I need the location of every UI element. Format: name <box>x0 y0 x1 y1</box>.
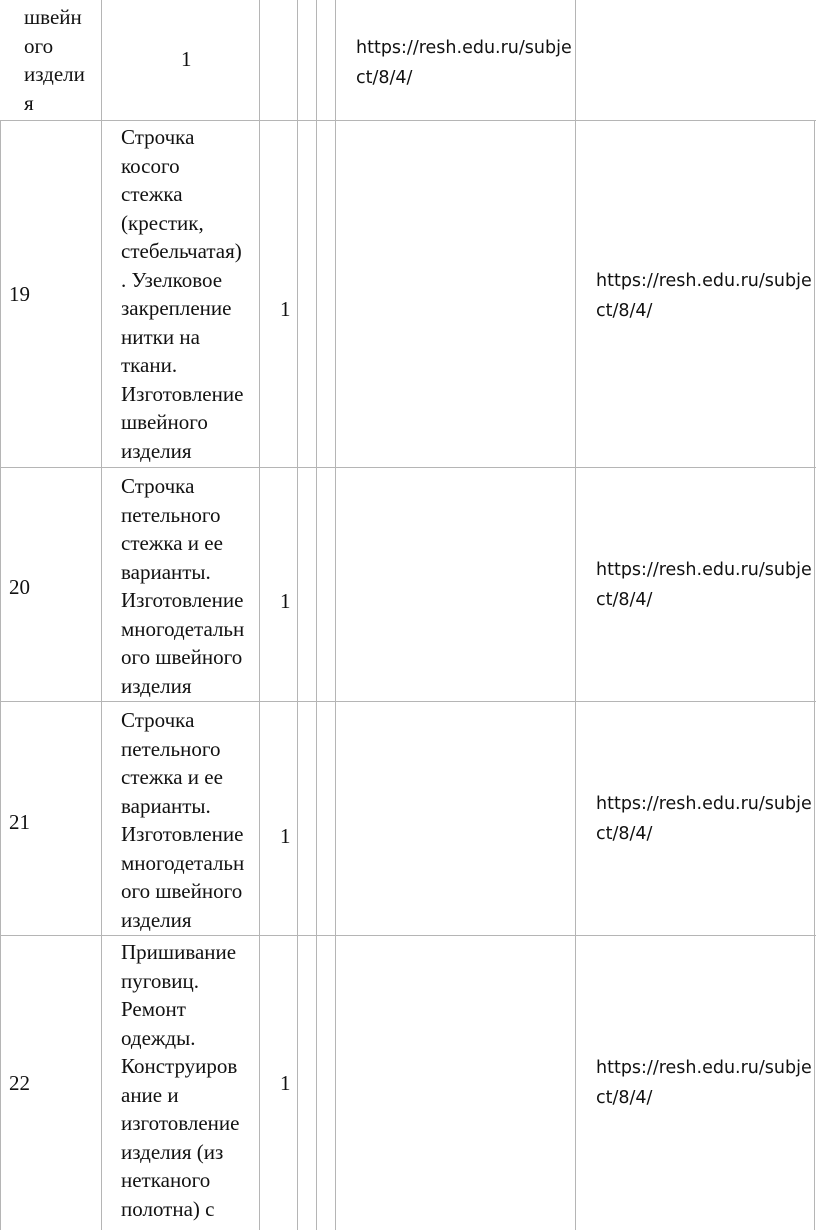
resource-link[interactable]: https://resh.edu.ru/subje ct/8/4/ <box>596 560 812 610</box>
hours-cell: 1 <box>280 824 291 848</box>
grid-line <box>814 120 815 1230</box>
topic-cell: Пришивание пуговиц. Ремонт одежды. Конструиров ание и изготовление изделия (из нетканого полотна) с <box>121 940 240 1221</box>
grid-line <box>575 0 576 1230</box>
hours-cell: 1 <box>280 589 291 613</box>
resource-link[interactable]: https://resh.edu.ru/subje ct/8/4/ <box>596 1058 812 1108</box>
resource-link[interactable]: https://resh.edu.ru/subje ct/8/4/ <box>596 794 812 844</box>
lesson-number: 19 <box>9 282 30 306</box>
topic-cell: Строчка петельного стежка и ее варианты. Изготовление многодетальн ого швейного изделия <box>121 708 245 932</box>
topic-cell: Строчка косого стежка (крестик, стебельчатая) . Узелковое закрепление нитки на ткани. Изготовление швейного изделия <box>121 125 244 463</box>
grid-line <box>297 0 298 1230</box>
grid-line <box>335 0 336 1230</box>
hours-cell: 1 <box>280 297 291 321</box>
grid-line <box>0 120 816 121</box>
resource-link[interactable]: https://resh.edu.ru/subje ct/8/4/ <box>356 38 572 88</box>
resource-link[interactable]: https://resh.edu.ru/subje ct/8/4/ <box>596 271 812 321</box>
grid-line <box>101 0 102 1230</box>
lesson-number: 20 <box>9 575 30 599</box>
topic-cell: Строчка петельного стежка и ее варианты. Изготовление многодетальн ого швейного изделия <box>121 474 245 698</box>
grid-line <box>0 935 816 936</box>
grid-line <box>0 467 816 468</box>
hours-cell: 1 <box>280 1071 291 1095</box>
topic-cell: швейн ого издели я <box>24 5 85 115</box>
grid-line <box>0 701 816 702</box>
hours-cell: 1 <box>181 47 192 71</box>
lesson-number: 22 <box>9 1071 30 1095</box>
lesson-number: 21 <box>9 810 30 834</box>
grid-line <box>316 0 317 1230</box>
grid-line <box>0 120 1 1230</box>
